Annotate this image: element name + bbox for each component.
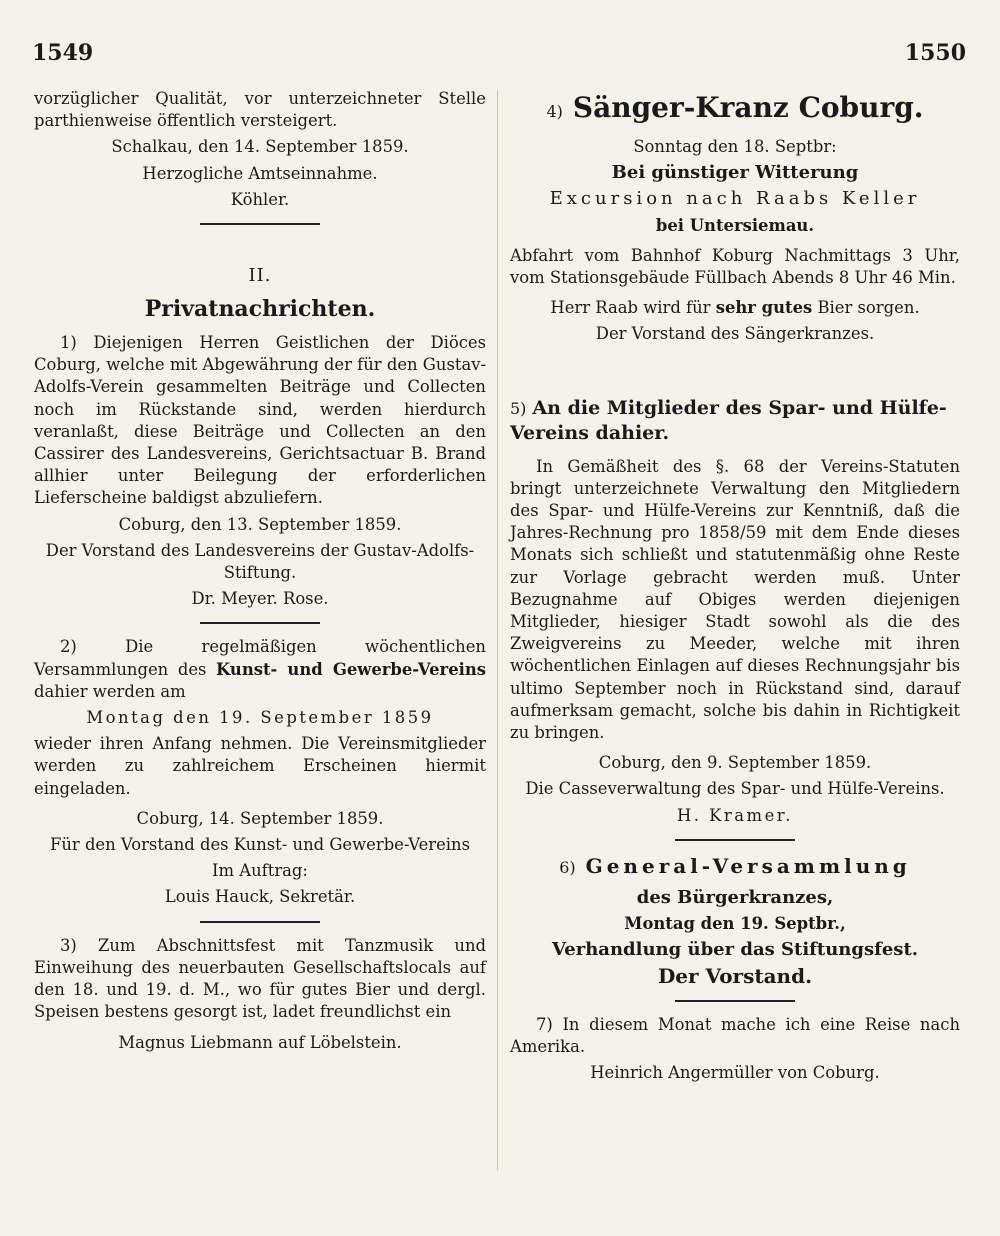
right-column (510, 88, 960, 1084)
notice-5-place-date: Coburg, den 9. September 1859. (598, 753, 872, 773)
notice-1-signatory: Der Vorstand des Landesvereins der Gustav-Adolfs-Stiftung. (45, 540, 475, 583)
notice-2-lead-b: dahier werden am (34, 681, 186, 701)
notice-4-signatory: Der Vorstand des Sängerkranzes. (595, 324, 875, 344)
page-number-right: 1550 (904, 40, 966, 66)
notice-6-signatory: Der Vorstand. (657, 964, 813, 989)
notice-2-lead: 2) Die regelmäßigen wöchentlichen Versammlungen des (34, 637, 486, 679)
notice-1-text: 1) Diejenigen Herren Geistlichen der Diöces Coburg, welche mit Abgewährung der für den Gustav-Adolfs-Verein gesammelten Beiträge und Collecten noch im Rückstande sind, werden hierdurch veranlaßt, diese Beiträge und Collecten an den Cassirer des Landesvereins, Gerichtsactuar B. Brand allhier unter Beilegung der erforderlichen Lieferscheine baldigst abzuliefern. (34, 333, 487, 508)
intro-text: vorzüglicher Qualität, vor unterzeichneter Stelle parthienweise öffentlich versteigert. (34, 89, 486, 131)
notice-6-topic: Verhandlung über das Stiftungsfest. (551, 939, 919, 961)
notice-2-secretary: Louis Hauck, Sekretär. (164, 887, 356, 907)
intro-office: Herzogliche Amtseinnahme. (142, 163, 378, 183)
notice-4-title: Sänger-Kranz Coburg. (572, 91, 924, 124)
notice-4-beer-bold: sehr gutes (715, 298, 813, 318)
divider-rule (200, 223, 320, 225)
notice-6-subtitle: des Bürgerkranzes, (636, 886, 834, 908)
intro-place-date: Schalkau, den 14. September 1859. (111, 137, 409, 157)
notice-4-beer-b: Bier sorgen. (817, 298, 920, 318)
notice-6-number: 6) (559, 857, 576, 877)
notice-2-signatory: Für den Vorstand des Kunst- und Gewerbe-Vereins (49, 835, 471, 855)
column-divider (497, 90, 498, 1170)
notice-5-title: An die Mitglieder des Spar- und Hülfe-Vereins dahier. (510, 396, 947, 444)
notice-2-body: wieder ihren Anfang nehmen. Die Vereinsmitglieder werden zu zahlreichem Erscheinen hiermit eingeladen. (34, 734, 486, 798)
notice-4-date: Sonntag den 18. Septbr: (633, 137, 837, 156)
left-column (34, 88, 486, 1054)
notice-2-on-behalf: Im Auftrag: (212, 861, 308, 881)
notice-4-beer (510, 297, 960, 319)
divider-rule (200, 921, 320, 923)
divider-rule (675, 1000, 795, 1002)
notice-2-place-date: Coburg, 14. September 1859. (136, 808, 384, 828)
notice-2-club-name: Kunst- und Gewerbe-Vereins (216, 659, 486, 679)
section-title: Privatnachrichten. (144, 296, 376, 323)
notice-6-title: General-Versammlung (585, 853, 911, 878)
notice-4-excursion: Excursion nach Raabs Keller (549, 188, 921, 210)
notice-1-place-date: Coburg, den 13. September 1859. (118, 514, 402, 534)
notice-5-name: H. Kramer. (676, 805, 794, 825)
notice-4-beer-a: Herr Raab wird für (550, 298, 711, 318)
notice-5-signatory: Die Casseverwaltung des Spar- und Hülfe-Vereins. (525, 779, 945, 799)
notice-4-heading (510, 88, 960, 132)
notice-3-signature: Magnus Liebmann auf Löbelstein. (118, 1032, 402, 1052)
notice-2-text (34, 636, 486, 703)
notice-3-text: 3) Zum Abschnittsfest mit Tanzmusik und Einweihung des neuerbauten Gesellschaftslocals auf den 18. und 19. d. M., wo für gutes Bier und dergl. Speisen bestens gesorgt ist, ladet freundlichst ein (34, 935, 486, 1022)
divider-rule (675, 839, 795, 841)
notice-7-signature: Heinrich Angermüller von Coburg. (590, 1063, 880, 1083)
divider-rule (200, 622, 320, 624)
notice-2-date: Montag den 19. September 1859 (86, 708, 434, 728)
notice-4-weather: Bei günstiger Witterung (611, 162, 859, 184)
notice-6-heading (510, 851, 960, 883)
notice-5-heading (510, 396, 960, 446)
notice-4-location: bei Untersiemau. (655, 215, 815, 235)
notice-5-number: 5) (510, 398, 527, 418)
notice-4-number: 4) (546, 102, 563, 121)
notice-5-text: In Gemäßheit des §. 68 der Vereins-Statuten bringt unterzeichnete Verwaltung den Mitgliedern des Spar- und Hülfe-Vereins zur Kenntniß, daß die Jahres-Rechnung pro 1858/59 mit dem Ende dieses Monats sich schließt und statutenmäßig ohne Reste zur Vorlage gebracht werden muß. Unter Bezugnahme auf Obiges werden diejenigen Mitglieder, hiesiger Stadt sowohl als die des Zweigvereins zu Meeder, welche mit ihren wöchentlichen Einlagen auf dieses Rechnungsjahr bis ultimo September noch in Rückstand sind, darauf aufmerksam gemacht, solche bis dahin in Richtigkeit zu bringen. (510, 456, 960, 743)
notice-6-date: Montag den 19. Septbr., (624, 914, 846, 934)
notice-4-departure: Abfahrt vom Bahnhof Koburg Nachmittags 3 Uhr, vom Stationsgebäude Füllbach Abends 8 Uhr 46 Min. (510, 245, 960, 288)
section-numeral: II. (248, 265, 272, 287)
intro-signature: Köhler. (230, 189, 290, 209)
notice-7-text: 7) In diesem Monat mache ich eine Reise nach Amerika. (510, 1014, 960, 1056)
notice-1-names: Dr. Meyer. Rose. (191, 589, 329, 609)
page-number-left: 1549 (32, 40, 94, 66)
